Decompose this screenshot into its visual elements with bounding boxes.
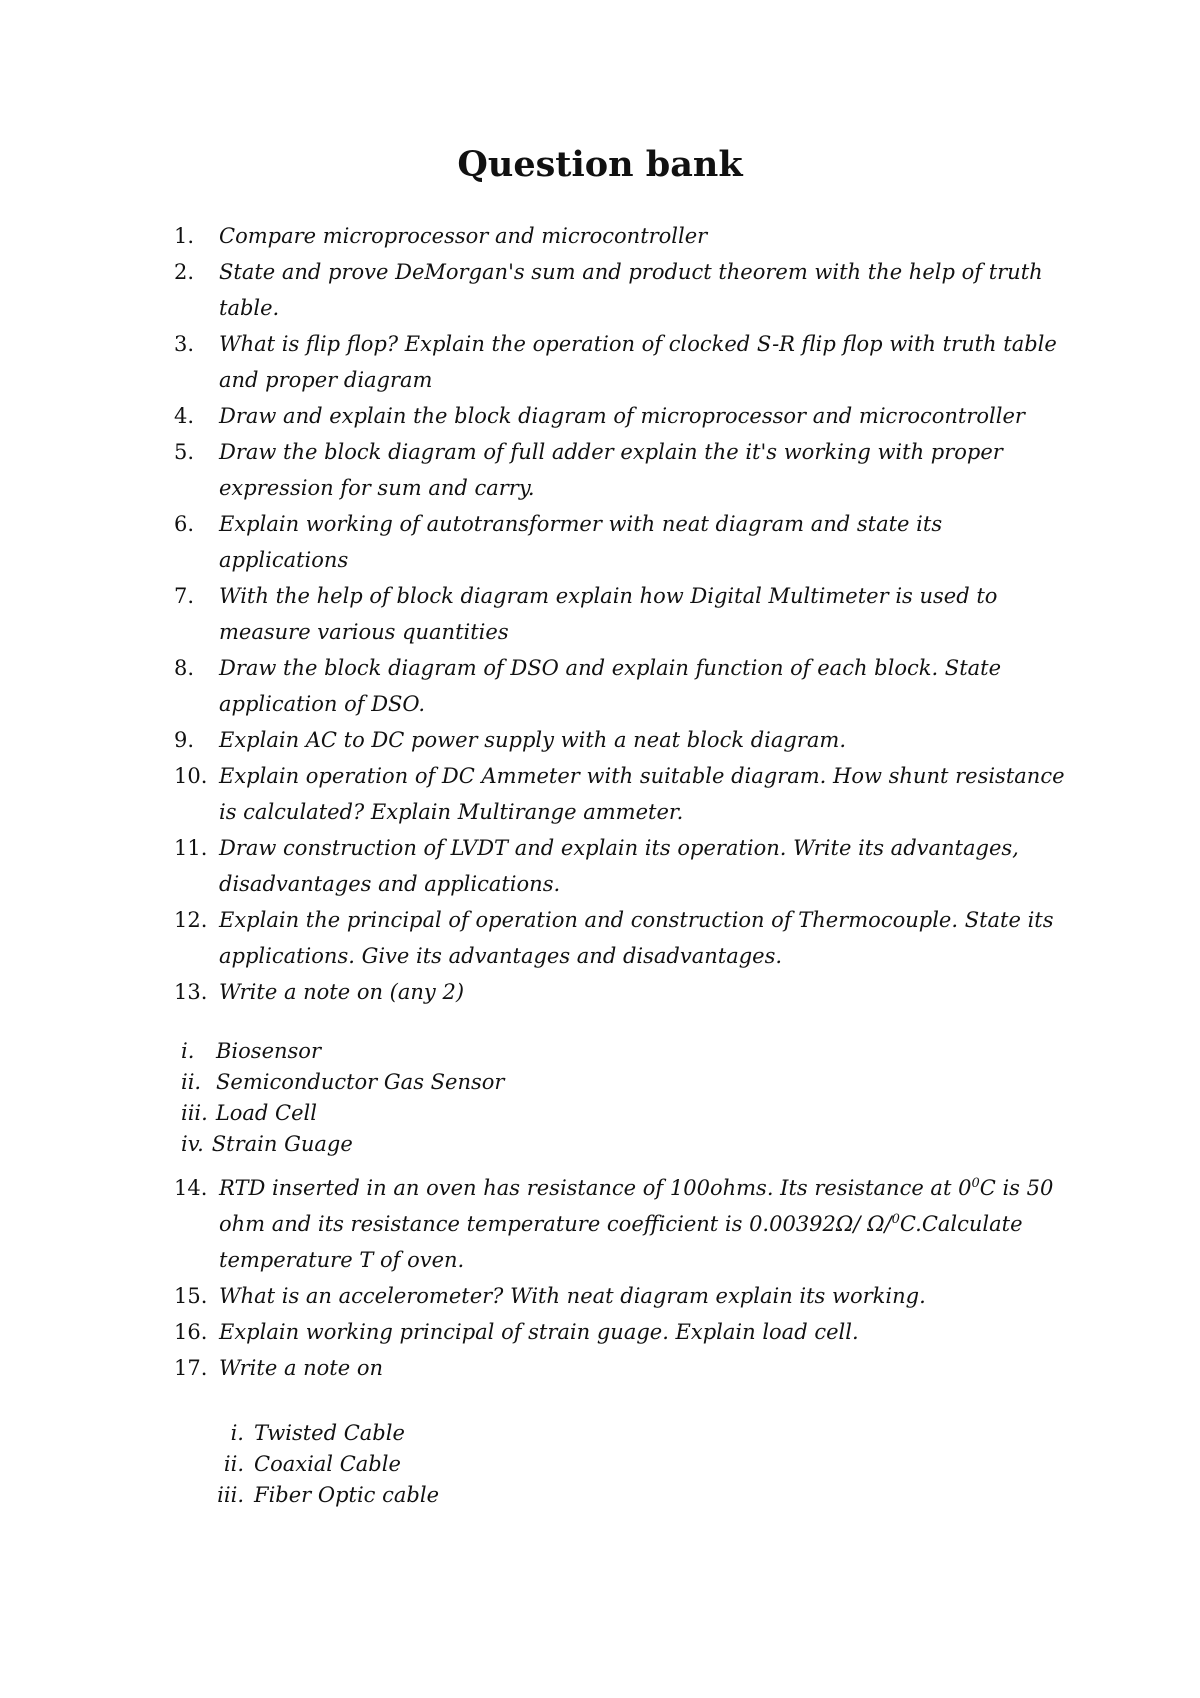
question-number: 12.	[174, 908, 208, 932]
question-text: Draw and explain the block diagram of microprocessor and microcontroller	[219, 404, 1025, 428]
sub-item-text: Strain Guage	[211, 1132, 353, 1156]
question-number: 4.	[174, 404, 195, 428]
question-text: Draw the block diagram of DSO and explain function of each block. State application of DSO.	[219, 656, 1002, 716]
sub-list-item	[204, 1449, 439, 1480]
roman-numeral: i.	[230, 1421, 244, 1445]
sub-list-item	[181, 1129, 504, 1160]
question-number: 8.	[174, 656, 195, 680]
question-list	[174, 218, 1074, 1010]
question-text: What is flip flop? Explain the operation of clocked S-R flip flop with truth table and proper diagram	[219, 332, 1057, 392]
question-text: Compare microprocessor and microcontroller	[219, 224, 708, 248]
question-number: 17.	[174, 1356, 208, 1380]
sub-item-text: Load Cell	[215, 1101, 317, 1125]
question-list-continued	[174, 1170, 1074, 1386]
question-item	[174, 1314, 1074, 1350]
sub-list-q13	[181, 1036, 504, 1160]
roman-numeral: i.	[181, 1039, 195, 1063]
question-item	[174, 830, 1074, 902]
roman-numeral: iii.	[181, 1101, 208, 1125]
question-item	[174, 254, 1074, 326]
question-text: Explain AC to DC power supply with a neat block diagram.	[219, 728, 847, 752]
superscript: 0	[971, 1176, 980, 1191]
question-item	[174, 434, 1074, 506]
question-number: 16.	[174, 1320, 208, 1344]
question-text: Write a note on	[219, 1356, 384, 1380]
question-item	[174, 326, 1074, 398]
question-number: 10.	[174, 764, 208, 788]
question-number: 7.	[174, 584, 195, 608]
question-item	[174, 722, 1074, 758]
sub-list-item	[181, 1036, 504, 1067]
question-item	[174, 1170, 1074, 1278]
question-number: 2.	[174, 260, 195, 284]
question-text-part: C.Calculate temperature T of oven.	[219, 1212, 1023, 1272]
question-item	[174, 902, 1074, 974]
question-item	[174, 974, 1074, 1010]
question-text: Draw the block diagram of full adder explain the it's working with proper expression for sum and carry.	[219, 440, 1003, 500]
question-number: 3.	[174, 332, 195, 356]
superscript: 0	[891, 1212, 900, 1227]
question-item	[174, 578, 1074, 650]
sub-list-q17	[204, 1418, 439, 1511]
question-text-part: C is 50 ohm and its resistance temperature coefficient is 0.00392Ω/ Ω/	[219, 1176, 1054, 1236]
question-number: 15.	[174, 1284, 208, 1308]
sub-item-text: Biosensor	[216, 1039, 321, 1063]
question-number: 14.	[174, 1176, 208, 1200]
question-item	[174, 218, 1074, 254]
question-number: 9.	[174, 728, 195, 752]
sub-list-item	[181, 1098, 504, 1129]
roman-numeral: iii.	[217, 1483, 244, 1507]
question-text	[219, 1170, 1074, 1278]
question-text: With the help of block diagram explain how Digital Multimeter is used to measure various quantities	[219, 584, 998, 644]
question-number: 1.	[174, 224, 195, 248]
question-text: Write a note on (any 2)	[219, 980, 465, 1004]
question-item	[174, 1278, 1074, 1314]
question-text: Explain working of autotransformer with neat diagram and state its applications	[219, 512, 943, 572]
sub-item-text: Semiconductor Gas Sensor	[216, 1070, 505, 1094]
roman-numeral: ii.	[223, 1452, 244, 1476]
question-text: Explain working principal of strain guage. Explain load cell.	[219, 1320, 859, 1344]
question-item	[174, 506, 1074, 578]
sub-list-item	[181, 1067, 504, 1098]
question-number: 11.	[174, 836, 208, 860]
question-text-part: RTD inserted in an oven has resistance of 100ohms. Its resistance at 0	[219, 1176, 972, 1200]
question-item	[174, 398, 1074, 434]
question-text: Explain operation of DC Ammeter with suitable diagram. How shunt resistance is calculated? Explain Multirange ammeter.	[219, 764, 1065, 824]
sub-item-text: Twisted Cable	[254, 1421, 405, 1445]
question-number: 13.	[174, 980, 208, 1004]
question-number: 5.	[174, 440, 195, 464]
roman-numeral: iv.	[181, 1132, 204, 1156]
question-number: 6.	[174, 512, 195, 536]
sub-list-item	[204, 1480, 439, 1511]
page-title: Question bank	[457, 144, 743, 185]
sub-item-text: Coaxial Cable	[254, 1452, 401, 1476]
sub-list-item	[204, 1418, 439, 1449]
question-text: Explain the principal of operation and construction of Thermocouple. State its applications. Give its advantages and disadvantages.	[219, 908, 1054, 968]
question-text: What is an accelerometer? With neat diagram explain its working.	[219, 1284, 926, 1308]
question-item	[174, 758, 1074, 830]
roman-numeral: ii.	[181, 1070, 202, 1094]
question-text: Draw construction of LVDT and explain its operation. Write its advantages, disadvantages and applications.	[219, 836, 1019, 896]
sub-item-text: Fiber Optic cable	[254, 1483, 439, 1507]
question-text: State and prove DeMorgan's sum and product theorem with the help of truth table.	[219, 260, 1043, 320]
question-item	[174, 650, 1074, 722]
question-item	[174, 1350, 1074, 1386]
